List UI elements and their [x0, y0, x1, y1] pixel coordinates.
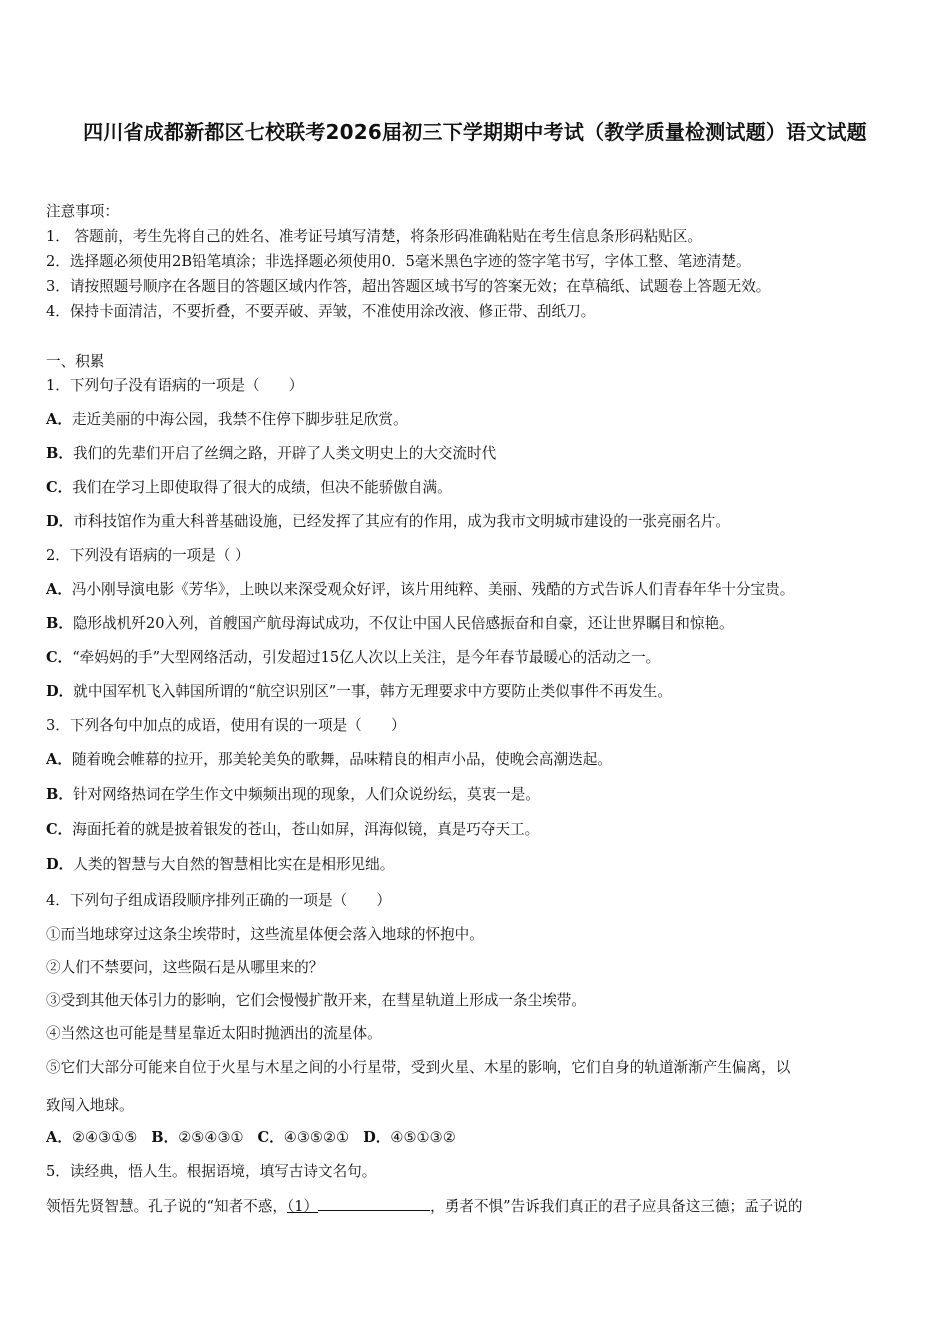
option-letter: D． — [46, 683, 74, 700]
option-text: 海面托着的就是披着银发的苍山，苍山如屏，洱海似镜，真是巧夺天工。 — [72, 821, 540, 838]
option-text: 我们的先辈们开启了丝绸之路，开辟了人类文明史上的大交流时代 — [72, 445, 497, 462]
question-2-option-d — [46, 682, 910, 702]
question-4-sentence: ⑤它们大部分可能来自位于火星与木星之间的小行星带，受到火星、木星的影响，它们自身的轨道渐渐产生偏离，以 — [46, 1059, 791, 1076]
question-4-sentence: ①而当地球穿过这条尘埃带时，这些流星体便会落入地球的怀抱中。 — [46, 926, 484, 943]
question-1-option-b — [46, 444, 910, 464]
passage-text: 领悟先贤智慧。孔子说的“知者不惑， — [46, 1198, 287, 1215]
choice-text: ④⑤①③② — [390, 1129, 456, 1146]
question-2-option-b — [46, 614, 910, 634]
option-letter: B． — [46, 786, 73, 803]
choice-letter: A． — [46, 1129, 72, 1146]
question-3-option-c — [46, 820, 910, 840]
question-1-option-a — [46, 410, 910, 430]
question-2-option-c — [46, 648, 910, 668]
question-4-choices — [46, 1128, 910, 1148]
option-letter: A． — [46, 751, 72, 768]
option-text: 针对网络热词在学生作文中频频出现的现象，人们众说纷纭，莫衷一是。 — [72, 786, 540, 803]
option-text: 随着晚会帷幕的拉开，那美轮美奂的歌舞，品味精良的相声小品，使晚会高潮迭起。 — [71, 751, 612, 768]
question-1-stem: 1．下列句子没有语病的一项是（ ） — [46, 377, 304, 394]
page-title: 四川省成都新都区七校联考2026届初三下学期期中考试（教学质量检测试题）语文试题 — [83, 120, 867, 144]
question-4-sentence: ②人们不禁要问，这些陨石是从哪里来的？ — [46, 959, 324, 976]
option-letter: C． — [46, 649, 73, 666]
question-3-stem: 3．下列各句中加点的成语，使用有误的一项是（ ） — [46, 717, 406, 734]
option-letter: B． — [46, 445, 73, 462]
option-letter: A． — [46, 581, 72, 598]
option-text: 我们在学习上即使取得了很大的成绩，但决不能骄傲自满。 — [72, 479, 452, 496]
option-letter: C． — [46, 479, 73, 496]
option-text: 冯小刚导演电影《芳华》，上映以来深受观众好评，该片用纯粹、美丽、残酷的方式告诉人们青春年华十分宝贵。 — [71, 581, 795, 598]
passage-text: ，勇者不惧”告诉我们真正的君子应具备这三德；孟子说的 — [430, 1198, 803, 1215]
notice-heading: 注意事项： — [46, 203, 119, 220]
option-text: 市科技馆作为重大科普基础设施，已经发挥了其应有的作用，成为我市文明城市建设的一张亮丽名片。 — [73, 513, 730, 530]
answer-blank[interactable] — [318, 1196, 430, 1211]
notice-item: 1． 答题前，考生先将自己的姓名、准考证号填写清楚，将条形码准确粘贴在考生信息条形码粘贴区。 — [46, 228, 703, 245]
option-letter: B． — [46, 615, 73, 632]
question-1-option-c — [46, 478, 910, 498]
notice-item: 2．选择题必须使用2B铅笔填涂；非选择题必须使用0．5毫米黑色字迹的签字笔书写，字体工整、笔迹清楚。 — [46, 253, 751, 270]
question-1-option-d — [46, 512, 910, 532]
option-text: “牵妈妈的手”大型网络活动，引发超过15亿人次以上关注，是今年春节最暖心的活动之一。 — [72, 649, 661, 666]
choice-letter: D． — [363, 1129, 391, 1146]
question-5-passage — [46, 1196, 910, 1217]
question-4-sentence: 致闯入地球。 — [46, 1097, 134, 1114]
question-3-option-d — [46, 855, 910, 875]
option-text: 走近美丽的中海公园，我禁不住停下脚步驻足欣赏。 — [71, 411, 408, 428]
notice-item: 3．请按照题号顺序在各题目的答题区域内作答，超出答题区域书写的答案无效；在草稿纸、试题卷上答题无效。 — [46, 278, 771, 295]
choice-text: ②④③①⑤ — [71, 1129, 138, 1146]
question-3-option-b — [46, 785, 910, 805]
option-letter: D． — [46, 856, 74, 873]
choice-text: ②⑤④③① — [178, 1129, 244, 1146]
option-text: 就中国军机飞入韩国所谓的“航空识别区”一事，韩方无理要求中方要防止类似事件不再发生。 — [73, 683, 672, 700]
option-letter: D． — [46, 513, 74, 530]
choice-text: ④③⑤②① — [283, 1129, 350, 1146]
question-5-stem: 5．读经典，悟人生。根据语境，填写古诗文名句。 — [46, 1163, 377, 1180]
question-4-sentence: ③受到其他天体引力的影响，它们会慢慢扩散开来，在彗星轨道上形成一条尘埃带。 — [46, 992, 586, 1009]
blank-label: （1） — [286, 1198, 319, 1215]
option-text: 隐形战机歼20入列，首艘国产航母海试成功，不仅让中国人民倍感振奋和自豪，还让世界瞩目和惊艳。 — [72, 615, 734, 632]
choice-letter: B． — [151, 1129, 179, 1146]
notice-item: 4．保持卡面清洁，不要折叠，不要弄破、弄皱，不准使用涂改液、修正带、刮纸刀。 — [46, 303, 596, 320]
choice-letter: C． — [257, 1129, 284, 1146]
question-4-stem: 4．下列句子组成语段顺序排列正确的一项是（ ） — [46, 892, 391, 909]
option-text: 人类的智慧与大自然的智慧相比实在是相形见绌。 — [73, 856, 395, 873]
section-heading: 一、积累 — [46, 353, 105, 370]
question-4-sentence: ④当然这也可能是彗星靠近太阳时抛洒出的流星体。 — [46, 1025, 382, 1042]
question-3-option-a — [46, 750, 910, 770]
option-letter: A． — [46, 411, 72, 428]
option-letter: C． — [46, 821, 73, 838]
question-2-option-a — [46, 580, 910, 600]
question-2-stem: 2．下列没有语病的一项是（ ） — [46, 547, 250, 564]
